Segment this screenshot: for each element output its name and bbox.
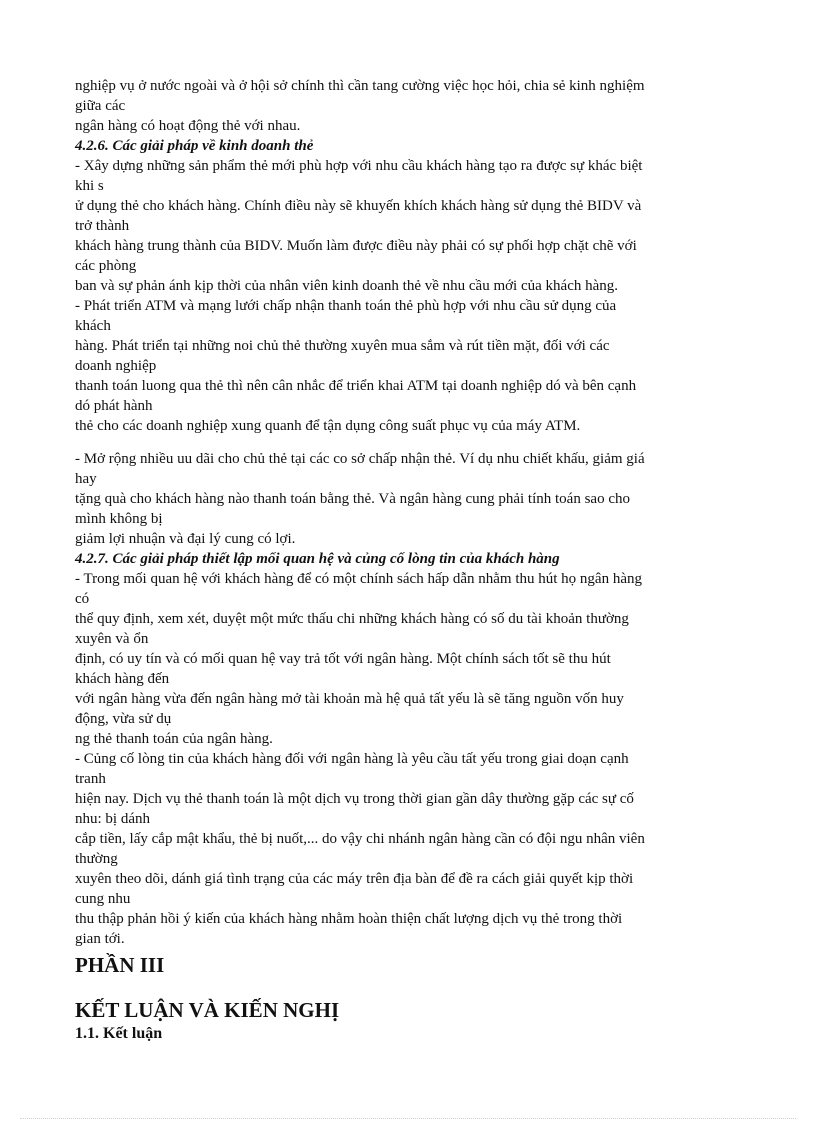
part-title: PHẦN III — [75, 953, 165, 977]
section-heading-4-2-7: 4.2.7. Các giải pháp thiết lập mối quan hệ và củng cố lòng tin của khách hàng — [75, 551, 560, 567]
text-line: tặng quà cho khách hàng nào thanh toán bằng thẻ. Và ngân hàng cung phải tính toán sao cho — [75, 491, 630, 507]
text-line: tranh — [75, 771, 106, 787]
text-line: các phòng — [75, 258, 137, 274]
text-line: doanh nghiệp — [75, 358, 157, 374]
text-line: dó phát hành — [75, 398, 153, 414]
text-line: nhu: bị dánh — [75, 811, 150, 827]
document-page — [75, 76, 751, 1044]
text-line: - Xây dựng những sản phẩm thẻ mới phù hợp với nhu cầu khách hàng tạo ra được sự khác biệt — [75, 158, 643, 174]
text-line: thường — [75, 851, 118, 867]
text-line: ử dụng thẻ cho khách hàng. Chính điều này sẽ khuyến khích khách hàng sử dụng thẻ BIDV và — [75, 198, 642, 214]
paragraph-card-business — [75, 156, 751, 436]
subsection-title: 1.1. Kết luận — [75, 1025, 163, 1042]
text-line: khách hàng trung thành của BIDV. Muốn làm được điều này phải có sự phối hợp chặt chẽ với — [75, 238, 637, 254]
paragraph-gap — [75, 436, 751, 449]
text-line: định, có uy tín và có mối quan hệ vay trả tốt với ngân hàng. Một chính sách tốt sẽ thu hút — [75, 651, 611, 667]
conclusion-title: KẾT LUẬN VÀ KIẾN NGHỊ — [75, 998, 340, 1022]
text-line: - Củng cố lòng tin của khách hàng đối với ngân hàng là yêu cầu tất yếu trong giai doạn cạnh — [75, 751, 629, 767]
paragraph-customer-relations — [75, 569, 751, 949]
paragraph-incentives — [75, 449, 751, 549]
text-line: có — [75, 591, 90, 607]
text-line: với ngân hàng vừa đến ngân hàng mở tài khoản mà hệ quả tất yếu là sẽ tăng nguồn vốn huy — [75, 691, 624, 707]
text-line: hàng. Phát triển tại những noi chủ thẻ thường xuyên mua sắm và rút tiền mặt, đối với các — [75, 338, 610, 354]
text-line: cắp tiền, lấy cắp mật khẩu, thẻ bị nuốt,... do vậy chi nhánh ngân hàng cần có đội ngu nhân viên — [75, 831, 645, 847]
text-line: thẻ cho các doanh nghiệp xung quanh để tận dụng công suất phục vụ của máy ATM. — [75, 418, 581, 434]
text-line: ngân hàng có hoạt động thẻ với nhau. — [75, 118, 301, 134]
text-line: ng thẻ thanh toán của ngân hàng. — [75, 731, 273, 747]
text-line: giữa các — [75, 98, 126, 114]
text-line: khách hàng đến — [75, 671, 170, 687]
text-line: động, vừa sử dụ — [75, 711, 172, 727]
section-heading-4-2-6: 4.2.6. Các giải pháp về kinh doanh thẻ — [75, 138, 314, 154]
text-line: khách — [75, 318, 111, 334]
text-line: nghiệp vụ ở nước ngoài và ở hội sở chính thì cần tang cường việc học hỏi, chia sẻ kinh nghiệm — [75, 78, 645, 94]
text-line: thể quy định, xem xét, duyệt một mức thấu chi những khách hàng có số du tài khoản thường — [75, 611, 629, 627]
page-bottom-divider — [20, 1118, 796, 1119]
text-line: hiện nay. Dịch vụ thẻ thanh toán là một dịch vụ trong thời gian gần dây thường gặp các sự cố — [75, 791, 634, 807]
text-line: - Phát triển ATM và mạng lưới chấp nhận thanh toán thẻ phù hợp với nhu cầu sử dụng của — [75, 298, 617, 314]
text-line: khi s — [75, 178, 104, 194]
text-line: giảm lợi nhuận và đại lý cung có lợi. — [75, 531, 296, 547]
text-line: hay — [75, 471, 97, 487]
text-line: trở thành — [75, 218, 130, 234]
text-line: gian tới. — [75, 931, 125, 947]
paragraph-intro — [75, 76, 751, 136]
text-line: ban và sự phản ánh kịp thời của nhân viên kinh doanh thẻ về nhu cầu mới của khách hàng. — [75, 278, 619, 294]
text-line: - Trong mối quan hệ với khách hàng để có một chính sách hấp dẫn nhằm thu hút họ ngân hàng — [75, 571, 642, 587]
text-line: thanh toán luong qua thẻ thì nên cân nhắc để triển khai ATM tại doanh nghiệp dó và bên cạnh — [75, 378, 637, 394]
text-line: mình không bị — [75, 511, 163, 527]
text-line: xuyên theo dõi, dánh giá tình trạng của các máy trên địa bàn để đề ra cách giải quyết kịp thời — [75, 871, 634, 887]
text-line: xuyên và ổn — [75, 631, 149, 647]
text-line: - Mở rộng nhiều uu dãi cho chủ thẻ tại các co sở chấp nhận thẻ. Ví dụ nhu chiết khấu, giảm giá — [75, 451, 645, 467]
text-line: cung nhu — [75, 891, 131, 907]
text-line: thu thập phản hồi ý kiến của khách hàng nhằm hoàn thiện chất lượng dịch vụ thẻ trong thời — [75, 911, 623, 927]
